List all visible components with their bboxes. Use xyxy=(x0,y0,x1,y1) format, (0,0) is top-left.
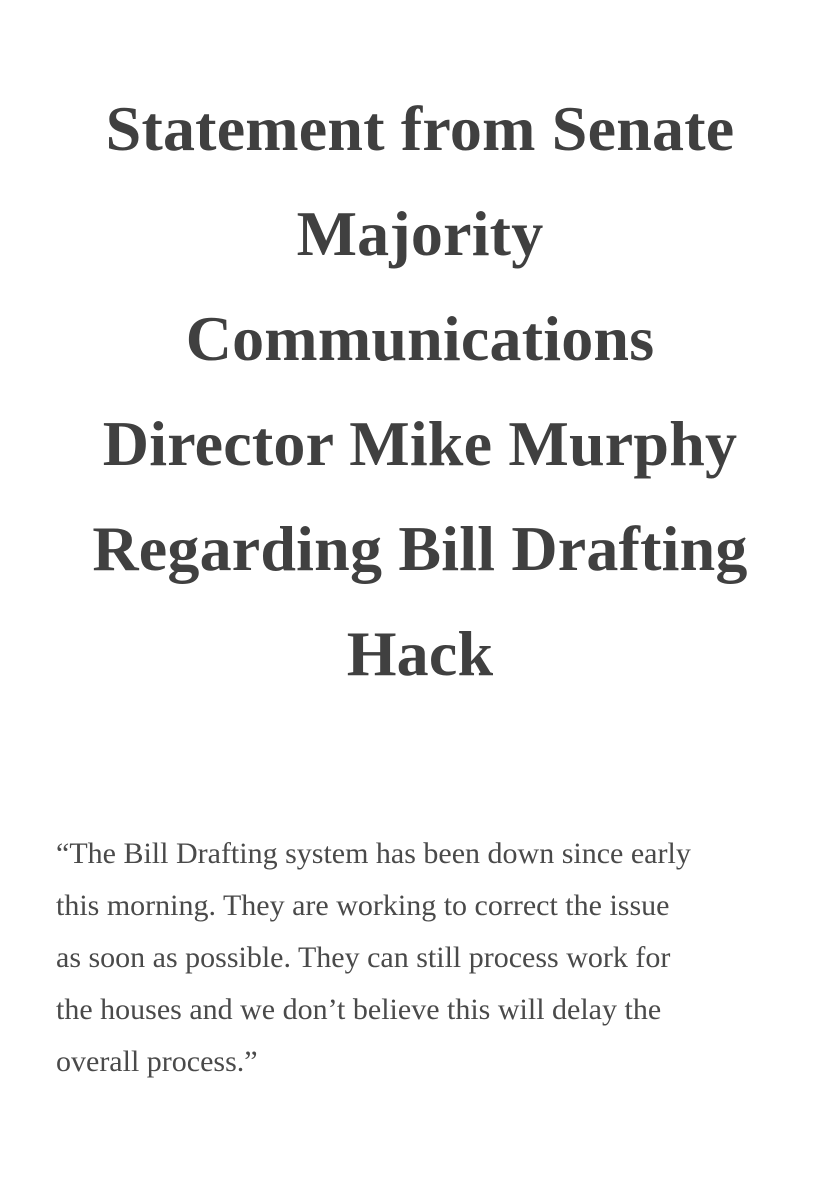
quote-line: “The Bill Drafting system has been down since early xyxy=(56,837,691,870)
title-line: Statement from Senate xyxy=(105,93,735,164)
title-line: Majority xyxy=(296,198,544,269)
title-line: Communications xyxy=(185,303,655,374)
quote-line: the houses and we don’t believe this will delay the xyxy=(56,993,662,1026)
statement-quote xyxy=(56,828,816,1088)
quote-line: as soon as possible. They can still process work for xyxy=(56,941,671,974)
quote-line: this morning. They are working to correct the issue xyxy=(56,889,670,922)
quote-line: overall process.” xyxy=(56,1045,258,1078)
statement-title xyxy=(40,76,800,706)
title-line: Director Mike Murphy xyxy=(102,408,738,479)
title-line: Regarding Bill Drafting xyxy=(92,513,748,584)
title-line: Hack xyxy=(346,618,494,689)
